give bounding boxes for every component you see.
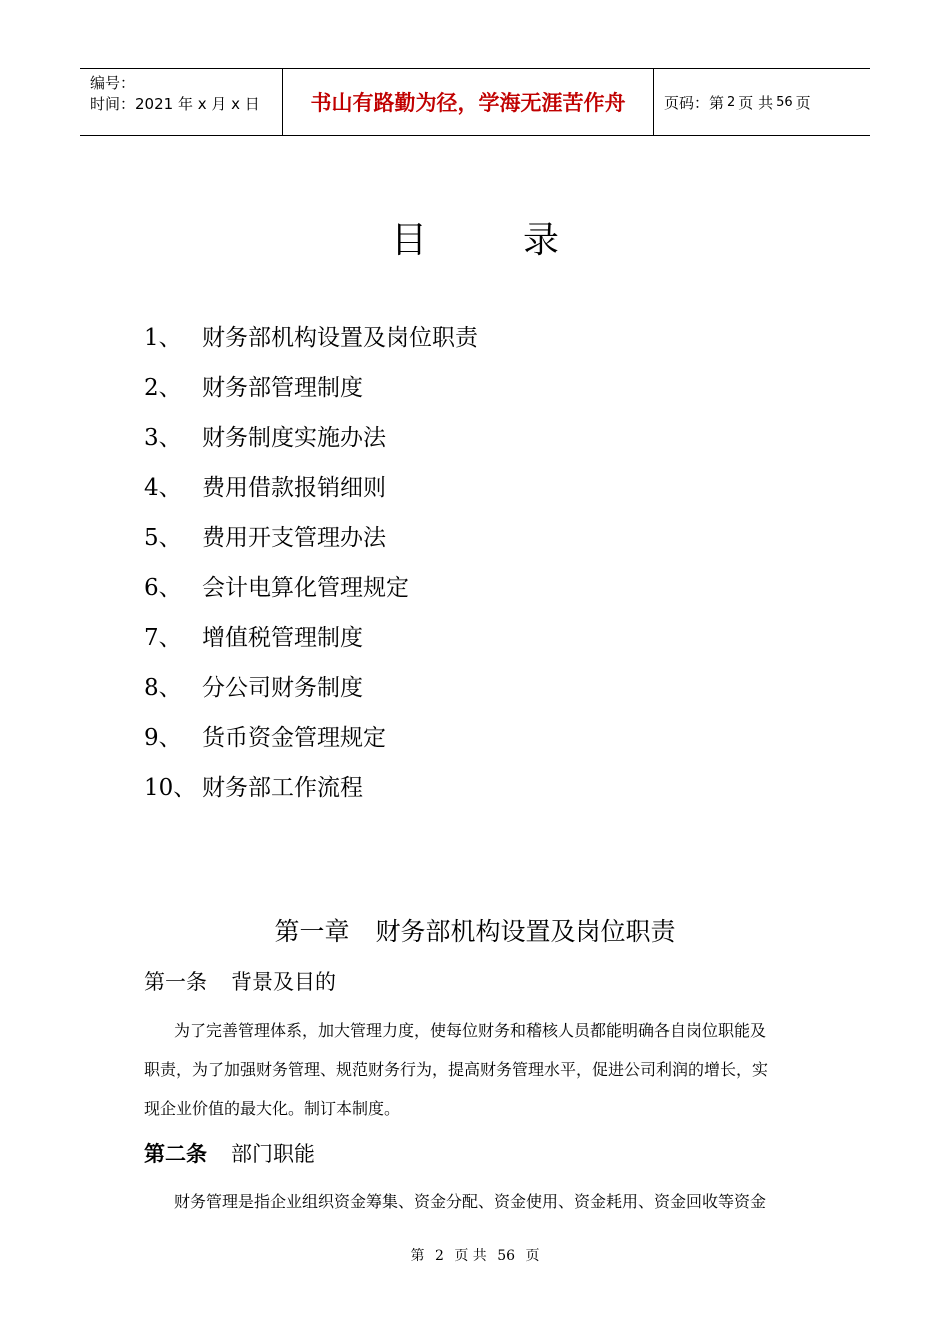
- article-paragraph: [144, 1011, 808, 1128]
- article-heading: [144, 966, 336, 996]
- toc-item-number: 6、: [144, 574, 182, 601]
- header-page-prefix: 页码：第: [664, 93, 725, 112]
- toc-item: [144, 710, 478, 760]
- toc-title: [0, 212, 950, 263]
- paragraph-line: 现企业价值的最大化。制订本制度。: [144, 1099, 401, 1118]
- toc-title-left: 目: [390, 220, 427, 261]
- chapter-title: 财务部机构设置及岗位职责: [375, 917, 676, 946]
- toc-item-number: 5、: [144, 524, 182, 551]
- toc-item-number: 1、: [144, 324, 182, 351]
- toc-item: [144, 510, 478, 560]
- chapter-heading: [0, 912, 950, 948]
- header-page-suffix: 页: [795, 93, 811, 112]
- toc-item-text: 财务部机构设置及岗位职责: [202, 324, 478, 351]
- article-heading: [144, 1138, 315, 1168]
- footer-prefix: 第: [410, 1248, 425, 1264]
- toc-item-number: 2、: [144, 374, 182, 401]
- toc-item: [144, 760, 478, 810]
- toc-item-number: 8、: [144, 674, 182, 701]
- toc-item: [144, 560, 478, 610]
- toc-item-text: 货币资金管理规定: [202, 724, 386, 751]
- paragraph-line: 职责，为了加强财务管理、规范财务行为，提高财务管理水平，促进公司利润的增长，实: [144, 1060, 769, 1079]
- toc-title-right: 录: [523, 220, 560, 261]
- toc-item-text: 会计电算化管理规定: [202, 574, 409, 601]
- header-page-indicator: [654, 69, 870, 135]
- footer-mid: 页 共: [454, 1248, 487, 1264]
- article-label: 第二条: [144, 1142, 207, 1166]
- toc-item-number: 10、: [144, 774, 197, 801]
- toc-item-text: 增值税管理制度: [202, 624, 363, 651]
- header-page-mid: 页 共: [738, 93, 774, 112]
- toc-item-text: 财务部工作流程: [202, 774, 363, 801]
- article-title: 部门职能: [231, 1142, 315, 1166]
- toc-item-text: 财务部管理制度: [202, 374, 363, 401]
- toc-item-text: 费用开支管理办法: [202, 524, 386, 551]
- toc-item: [144, 360, 478, 410]
- header-motto: 书山有路勤为径，学海无涯苦作舟: [282, 69, 654, 135]
- toc-item-text: 财务制度实施办法: [202, 424, 386, 451]
- toc-item: [144, 660, 478, 710]
- footer-suffix: 页: [525, 1248, 540, 1264]
- toc-item-text: 分公司财务制度: [202, 674, 363, 701]
- chapter-label: 第一章: [274, 917, 350, 946]
- toc-item-number: 9、: [144, 724, 182, 751]
- toc-item-number: 3、: [144, 424, 182, 451]
- article-title: 背景及目的: [231, 970, 336, 994]
- footer-page-current: 2: [434, 1248, 444, 1264]
- article-paragraph: 财务管理是指企业组织资金筹集、资金分配、资金使用、资金耗用、资金回收等资金: [174, 1192, 767, 1211]
- toc-item-number: 7、: [144, 624, 182, 651]
- document-number-label: 编号：: [90, 74, 136, 92]
- page-footer: [0, 1245, 950, 1265]
- header-page-current: 2: [727, 94, 736, 110]
- toc-list: [144, 310, 478, 810]
- toc-item-text: 费用借款报销细则: [202, 474, 386, 501]
- article-label: 第一条: [144, 970, 207, 994]
- page-header: [80, 68, 870, 136]
- toc-item: [144, 460, 478, 510]
- footer-page-total: 56: [497, 1248, 516, 1264]
- toc-item: [144, 310, 478, 360]
- header-page-total: 56: [776, 94, 793, 110]
- paragraph-line: 为了完善管理体系，加大管理力度，使每位财务和稽核人员都能明确各自岗位职能及: [174, 1021, 767, 1040]
- header-info: [80, 69, 282, 135]
- toc-item: [144, 610, 478, 660]
- document-time-label: 时间：2021 年 x 月 x 日: [90, 95, 260, 113]
- toc-item-number: 4、: [144, 474, 182, 501]
- toc-item: [144, 410, 478, 460]
